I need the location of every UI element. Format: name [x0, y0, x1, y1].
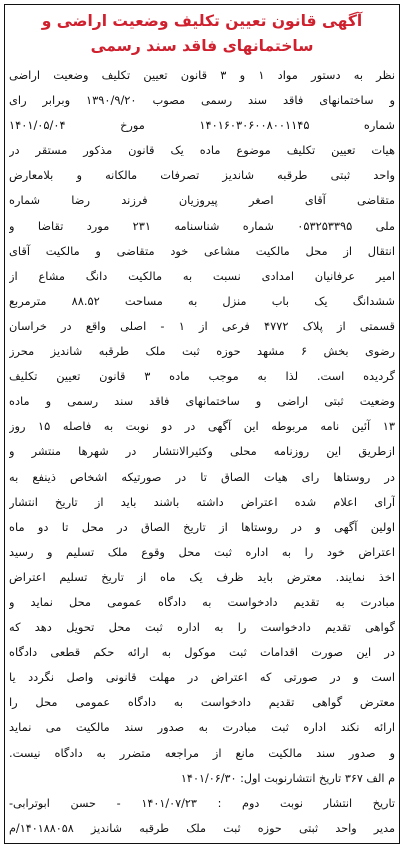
body-line: مبادرت به تقدیم دادخواست به دادگاه عمومی محل نماید و	[9, 594, 395, 609]
body-line: ازطریق این روزنامه محلی وکثیرالانتشار در شهرها منتشر و	[9, 444, 395, 459]
body-line: در روستاها رای هیات الصاق تا در صورتیکه اشخاص ذینفع به	[9, 469, 395, 484]
body-line: گردیده است. لذا به موجب ماده ۳ قانون تعیین تکلیف	[9, 369, 395, 384]
body-line: قسمتی از پلاک ۴۷۷۲ فرعی از ۱ - اصلی واقع در خراسان	[9, 318, 395, 333]
body-line: آرای اعلام شده اعتراض داشته باشند باید از تاریخ انتشار	[9, 494, 395, 509]
title-line-2: ساختمانهای فاقد سند رسمی	[90, 37, 314, 55]
body-line: واحد ثبتی طرقبه شاندیز تصرفات مالکانه و بلامعارض	[9, 168, 395, 183]
notice-title	[9, 9, 395, 59]
body-line: اولین آگهی و در روستاها از تاریخ الصاق در محل تا دو ماه	[9, 519, 395, 534]
body-line: وضعیت ثبتی اراضی و ساختمانهای فاقد سند رسمی و ماده	[9, 394, 395, 409]
footer-publication-first: م الف ۳۶۷ تاریخ انتشارنوبت اول: ۱۴۰۱/۰۶/۳۰	[180, 771, 395, 785]
body-line: در این صورت اقدامات ثبت موکول به ارائه حکم قطعی دادگاه	[9, 645, 395, 660]
body-line: ششدانگ یک باب منزل به مساحت ۸۸.۵۲ مترمربع	[9, 293, 395, 308]
body-line: و ساختمانهای فاقد سند رسمی مصوب ۱۳۹۰/۹/۲۰ وبرابر رای	[9, 93, 395, 108]
footer-publication-second: تاریخ انتشار نوبت دوم : ۱۴۰۱/۰۷/۲۳ - حسن ابوترابی-	[9, 796, 395, 810]
body-line: امیر عرفانیان امدادی نسبت به مالکیت دانگ مشاع از	[9, 268, 395, 283]
notice-footer	[9, 766, 395, 841]
body-line: هیات تعیین تکلیف موضوع ماده یک قانون مذکور مستقر در	[9, 143, 395, 158]
body-line: گواهی تقدیم دادخواست را به اداره ثبت محل تحویل دهد که	[9, 620, 395, 635]
body-line: انتقال از محل مالکیت مشاعی خود متقاضی و مالکیت آقای	[9, 243, 395, 258]
notice-frame	[4, 4, 400, 844]
body-line: ۱۳ آئین نامه مربوطه این آگهی در دو نوبت به فاصله ۱۵ روز	[9, 419, 395, 434]
body-line: ارائه نکند اداره ثبت مبادرت به صدور سند مالکیت می نماید	[9, 720, 395, 735]
footer-signature: مدیر واحد ثبتی حوزه ثبت ملک طرقبه شاندیز ۱۴۰۱۸۸۰۵۸/م	[9, 821, 395, 835]
body-line: نظر به دستور مواد ۱ و ۳ قانون تعیین تکلیف وضعیت اراضی	[9, 68, 395, 82]
notice-body	[9, 63, 395, 766]
body-line: ملی ۰۵۳۲۵۳۳۹۵ شماره شناسنامه ۲۳۱ مورد تقاضا و	[9, 218, 395, 233]
body-line: رضوی بخش ۶ مشهد حوزه ثبت ملک طرقبه شاندیز محرز	[9, 344, 395, 359]
body-line: است و در صورتی که اعتراض در مهلت قانونی واصل نگردد یا	[9, 670, 395, 685]
body-line: اعتراض خود را به اداره ثبت محل وقوع ملک تسلیم و رسید	[9, 544, 395, 559]
body-line: اخذ نمایند. معترض باید ظرف یک ماه از تاریخ تسلیم اعتراض	[9, 569, 395, 584]
body-line: و صدور سند مالکیت مانع از مراجعه متضرر به دادگاه نیست.	[9, 745, 395, 760]
title-line-1: آگهی قانون تعیین تکلیف وضعیت اراضی و	[41, 12, 363, 30]
body-line: شماره ۱۴۰۱۶۰۳۰۶۰۰۸۰۰۱۱۴۵ مورخ ۱۴۰۱/۰۵/۰۴	[9, 118, 395, 133]
body-line: معترض گواهی تقدیم دادخواست به دادگاه عمومی محل را	[9, 695, 395, 710]
body-line: متقاضی آقای اصغر پیروزیان فرزند رضا شماره	[9, 193, 395, 208]
